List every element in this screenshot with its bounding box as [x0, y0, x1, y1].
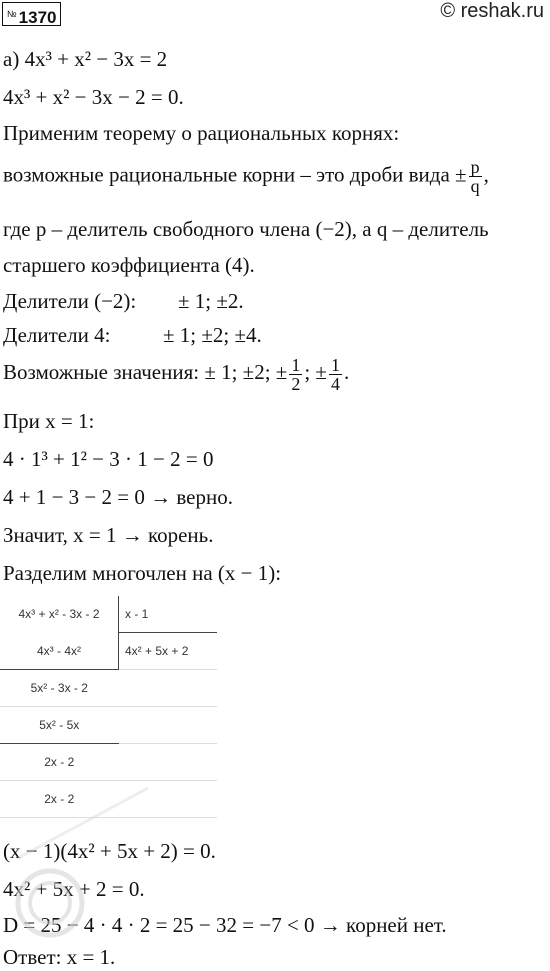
- remainder-step-4: 2x - 2: [0, 744, 119, 781]
- empty-cell: [119, 707, 218, 744]
- possible-roots-text: возможные рациональные корни – это дроби вида ±: [3, 162, 467, 187]
- factored-equation-line: (x − 1)(4x² + 5x + 2) = 0.: [3, 839, 216, 863]
- answer-line: Ответ: x = 1.: [3, 945, 116, 969]
- period: .: [343, 360, 350, 384]
- quotient-cell: 4x² + 5x + 2: [119, 633, 218, 670]
- empty-cell: [119, 781, 218, 818]
- possible-values-text: Возможные значения: ± 1; ±2; ±: [3, 360, 288, 384]
- comma: ,: [483, 162, 489, 187]
- divisor-explanation-line: где p – делитель свободного члена (−2), а q – делитель: [3, 217, 489, 241]
- divide-polynomial-line: Разделим многочлен на (x − 1):: [3, 561, 282, 585]
- p-over-q-fraction: [469, 158, 482, 195]
- site-credit: © reshak.ru: [440, 0, 544, 22]
- divisors-four-label: Делители 4:: [3, 323, 111, 347]
- separator: ; ±: [304, 360, 327, 384]
- divisors-four-values: ± 1; ±2; ±4.: [163, 323, 262, 347]
- equation-line-1: а) 4x³ + x² − 3x = 2: [3, 47, 168, 71]
- fraction-denominator: 4: [330, 373, 340, 394]
- remainder-step-2: 5x² - 3x - 2: [0, 670, 119, 707]
- substitution-line: 4 · 1³ + 1² − 3 · 1 − 2 = 0: [3, 447, 214, 471]
- subtraction-step-5: 2x - 2: [0, 781, 119, 818]
- subtraction-step-3: 5x² - 5x: [0, 707, 119, 744]
- fraction-numerator: p: [470, 157, 480, 177]
- discriminant-line: D = 25 − 4 · 4 · 2 = 25 − 32 = −7 < 0 → корней нет.: [3, 913, 447, 937]
- long-division-table: [0, 596, 217, 818]
- possible-roots-line: [3, 158, 489, 195]
- divisors-free-term-line: [3, 288, 244, 314]
- one-quarter-fraction: [329, 356, 342, 393]
- divisor-cell: x - 1: [119, 596, 218, 633]
- number-sign: №: [7, 9, 17, 19]
- task-number: 1370: [18, 8, 57, 27]
- quadratic-line: 4x² + 5x + 2 = 0.: [3, 877, 145, 901]
- leading-coefficient-line: старшего коэффициента (4).: [3, 253, 255, 277]
- verification-line: 4 + 1 − 3 − 2 = 0 → верно.: [3, 485, 233, 509]
- subtraction-step-1: 4x³ - 4x²: [0, 633, 119, 670]
- dividend-cell: 4x³ + x² - 3x - 2: [0, 596, 119, 633]
- one-half-fraction: [289, 356, 302, 393]
- possible-values-line: [3, 350, 349, 394]
- divisors-four-line: [3, 322, 262, 348]
- fraction-numerator: 1: [330, 354, 340, 375]
- task-number-badge: [2, 2, 61, 26]
- divisors-free-term-values: ± 1; ±2.: [178, 289, 244, 313]
- check-x-line: При x = 1:: [3, 409, 95, 433]
- equation-line-2: 4x³ + x² − 3x − 2 = 0.: [3, 85, 184, 109]
- root-conclusion-line: Значит, x = 1 → корень.: [3, 523, 214, 547]
- empty-cell: [119, 670, 218, 707]
- empty-cell: [119, 744, 218, 781]
- divisors-free-term-label: Делители (−2):: [3, 289, 137, 313]
- fraction-denominator: 2: [291, 373, 301, 394]
- fraction-denominator: q: [470, 176, 480, 196]
- theorem-line: Применим теорему о рациональных корнях:: [3, 121, 400, 145]
- fraction-numerator: 1: [291, 354, 301, 375]
